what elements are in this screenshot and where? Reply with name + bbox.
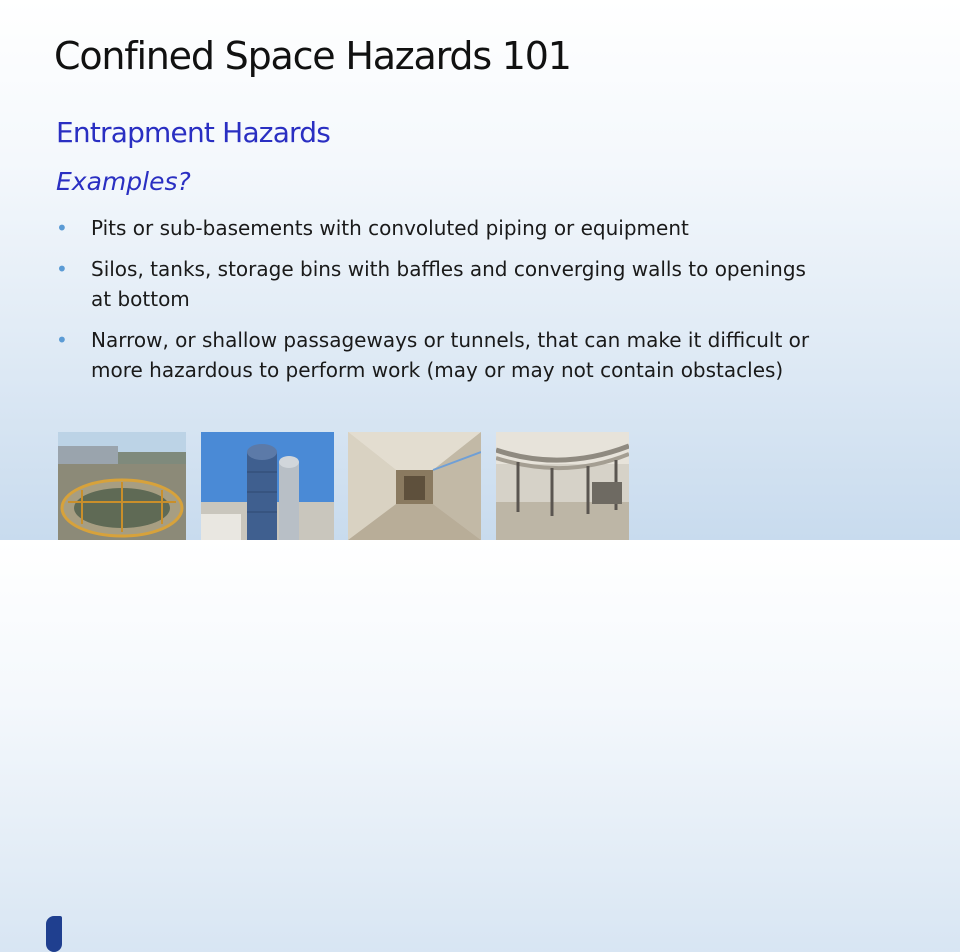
bullet-icon: • — [56, 256, 68, 281]
sub-basement-piping-photo — [496, 432, 629, 540]
bullet-icon: • — [56, 327, 68, 352]
section-subheading: Examples? — [56, 167, 191, 196]
bullet-item — [56, 213, 816, 244]
bullet-text: Silos, tanks, storage bins with baffles and converging walls to openings at bottom — [91, 256, 806, 311]
circular-pit-photo — [58, 432, 186, 540]
section-heading: Entrapment Hazards — [56, 116, 331, 149]
bullet-text: Pits or sub-basements with convoluted piping or equipment — [91, 216, 689, 240]
logo-icon — [46, 916, 62, 952]
photo-strip — [0, 432, 960, 540]
bullet-item — [56, 325, 816, 386]
bullet-icon: • — [56, 216, 68, 240]
bullet-item — [56, 254, 816, 315]
bullet-list — [56, 213, 816, 396]
grain-silos-photo — [201, 432, 334, 540]
bullet-text: Narrow, or shallow passageways or tunnels, that can make it difficult or more hazardous to perform work (may or may not contain obstacles) — [91, 327, 810, 382]
slide-title: Confined Space Hazards 101 — [54, 34, 571, 78]
tunnel-passageway-photo — [348, 432, 481, 540]
